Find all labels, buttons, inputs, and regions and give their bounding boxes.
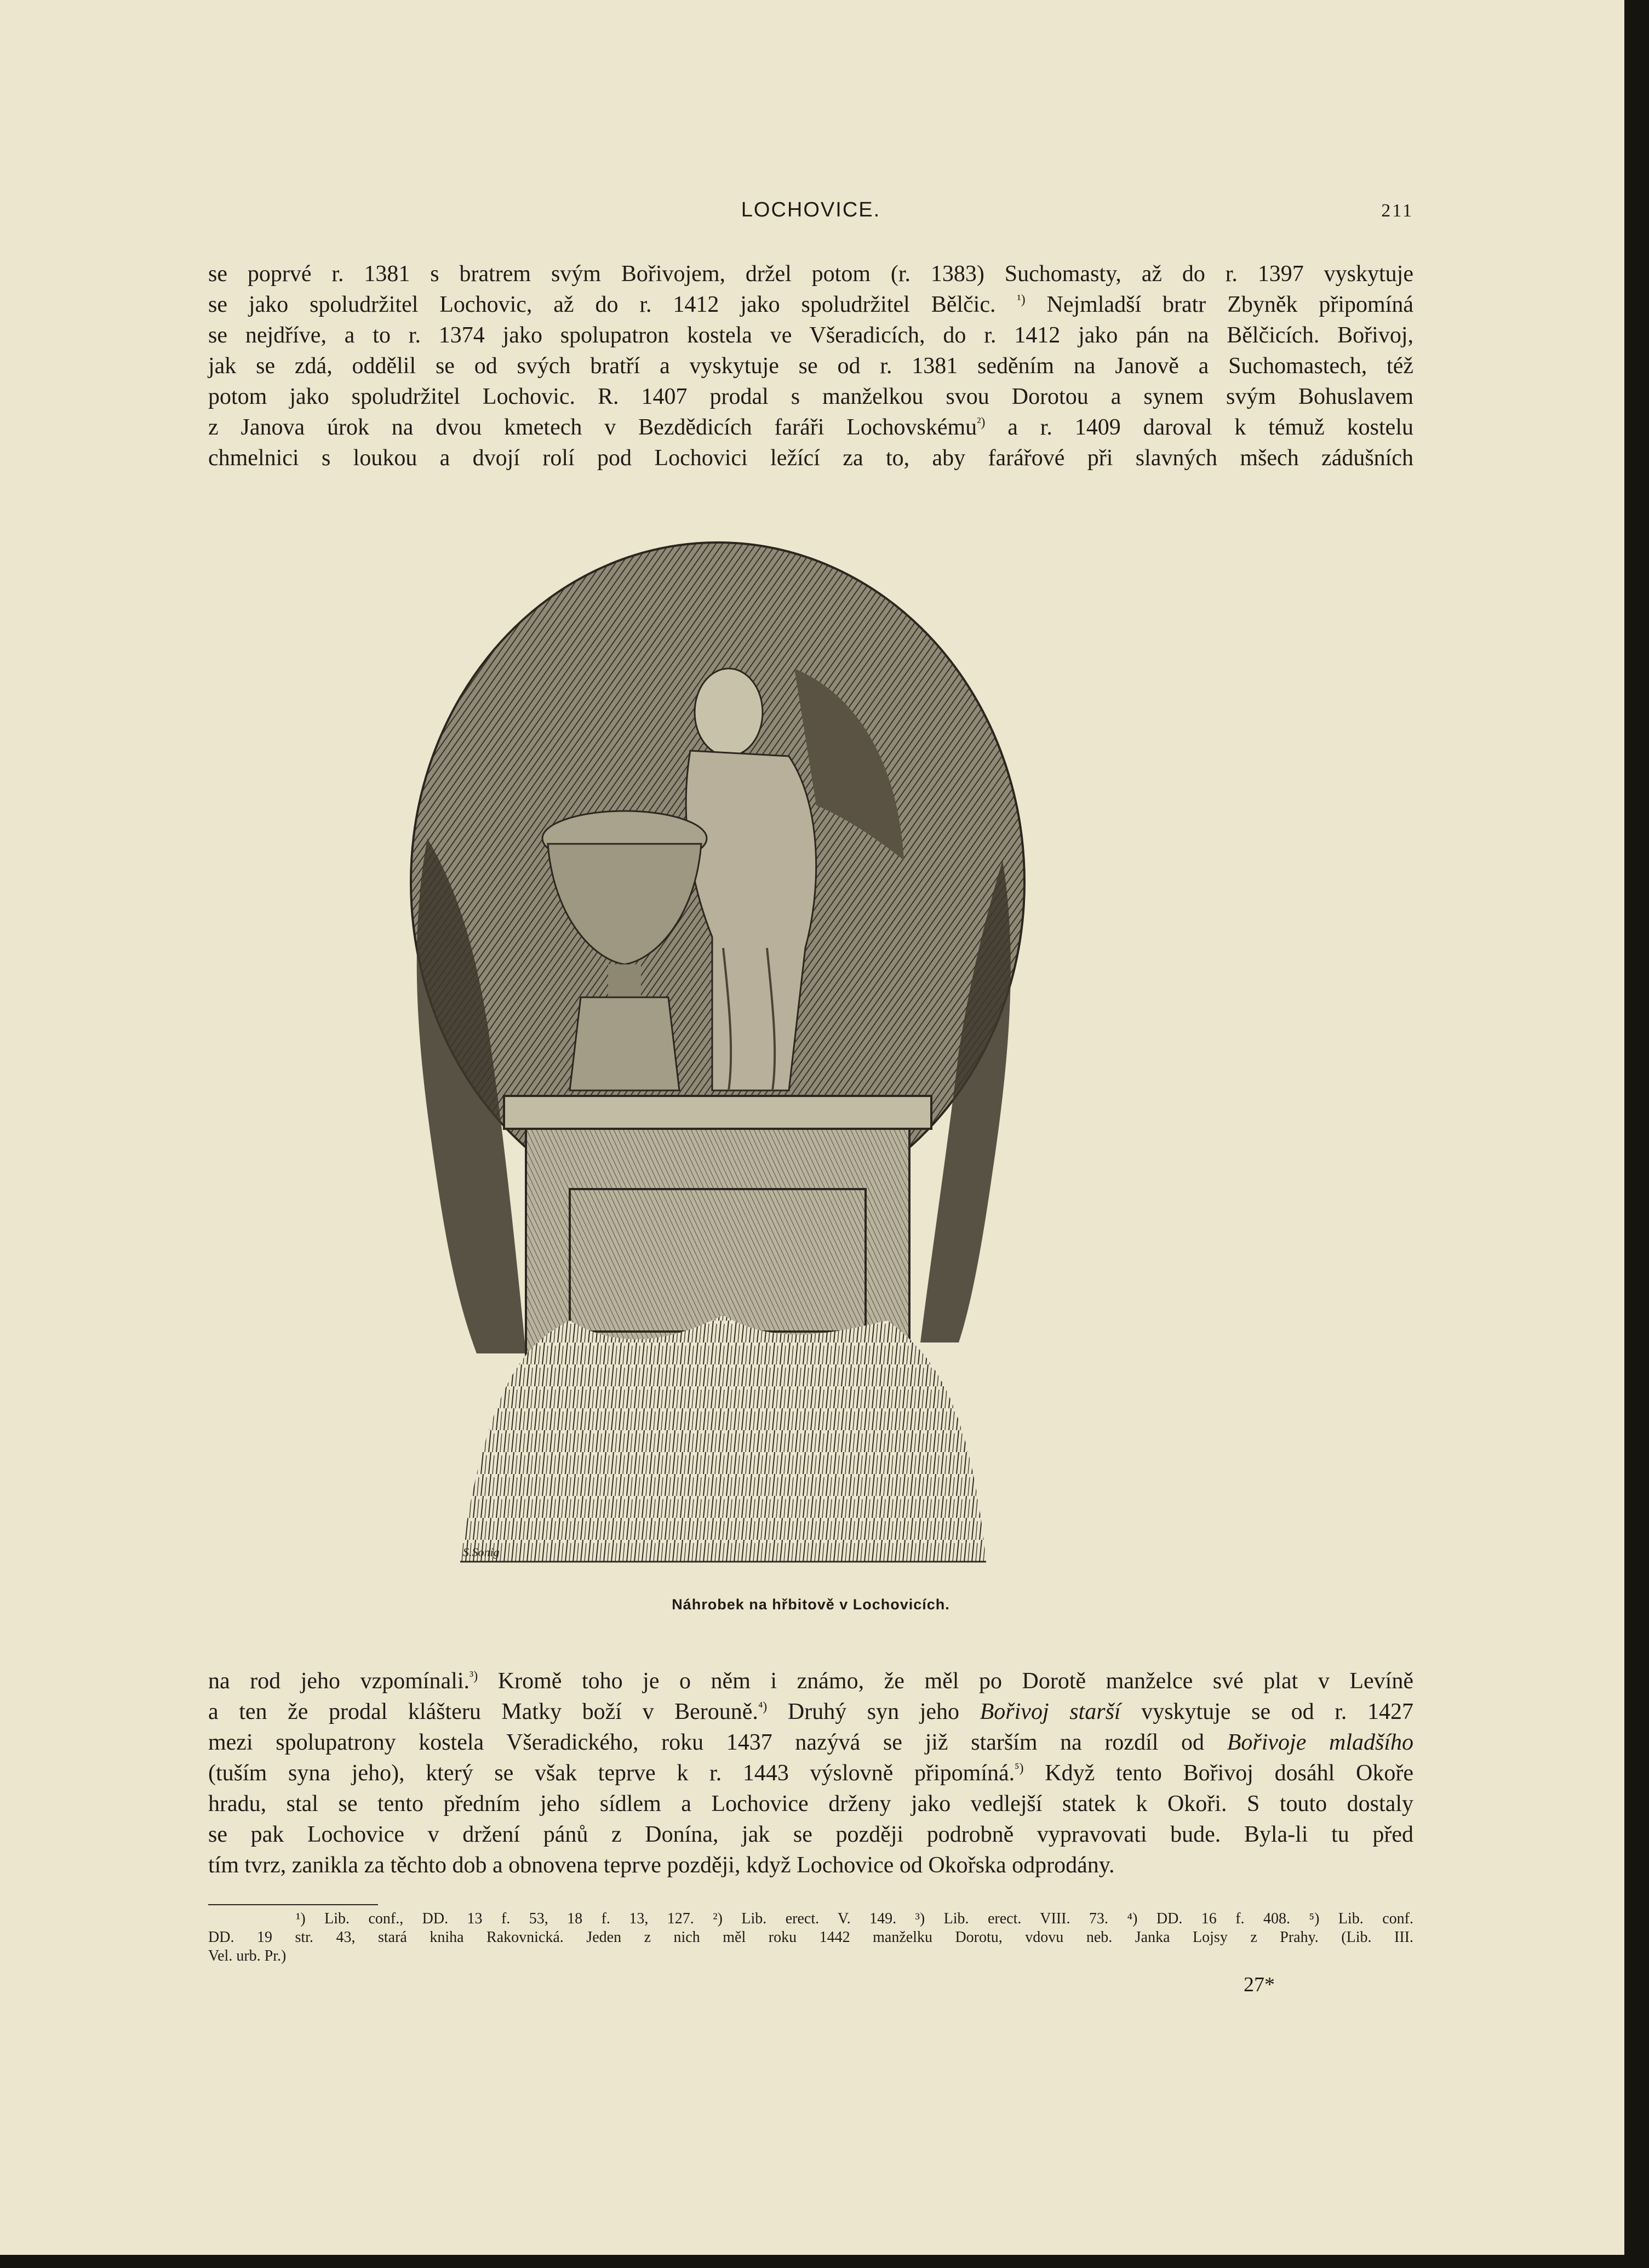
artist-signature: S.Sonig bbox=[463, 1545, 500, 1559]
text-line: hradu, stal se tento předním jeho sídlem a Lochovice drženy jako vedlejší statek k Okoři. S touto dostaly bbox=[208, 1791, 1413, 1816]
text-line: se jako spoludržitel Lochovic, až do r. 1412 jako spoludržitel Bělčic. $^{^1)}$ Nejmladší bratr Zbyněk připomíná bbox=[208, 292, 1414, 317]
text-line: (tuším syna jeho), který se však teprve k r. 1443 výslovně připomíná.$^{^5)}$ Když tento Bořivoj dosáhl Okoře bbox=[208, 1761, 1413, 1786]
footnote-line: ¹) Lib. conf., DD. 13 f. 53, 18 f. 13, 127. ²) Lib. erect. V. 149. ³) Lib. erect. VIII. 73. ⁴) DD. 16 f. 408. ⁵) Lib. conf. bbox=[296, 1910, 1413, 1927]
footnote-line: DD. 19 str. 43, stará kniha Rakovnická. Jeden z nich měl roku 1442 manželku Dorotu, vdovu neb. Janka Lojsy z Prahy. (Lib. III. bbox=[208, 1929, 1413, 1946]
text-line: na rod jeho vzpomínali.$^{^3)}$ Kromě toho je o něm i známo, že měl po Dorotě manželce své plat v Levíně bbox=[208, 1669, 1413, 1694]
page-number: 211 bbox=[1381, 201, 1413, 221]
paragraph-bottom bbox=[208, 1666, 1413, 1881]
page-header bbox=[208, 198, 1413, 231]
engraving-illustration bbox=[296, 532, 1156, 1584]
running-title: LOCHOVICE. bbox=[741, 198, 881, 221]
footnotes bbox=[208, 1910, 1413, 1966]
footnote-line: Vel. urb. Pr.) bbox=[208, 1947, 287, 1964]
text-line: se pak Lochovice v držení pánů z Donína, jak se později podrobně vypravovati bude. Byla-li tu před bbox=[208, 1822, 1413, 1847]
text-line: z Janova úrok na dvou kmetech v Bezdědicích faráři Lochovskému$^{^2)}$ a r. 1409 daroval k témuž kostelu bbox=[208, 415, 1413, 440]
text-line: se poprvé r. 1381 s bratrem svým Bořivojem, držel potom (r. 1383) Suchomasty, až do r. 1397 vyskytuje bbox=[208, 261, 1413, 287]
text-line: chmelnici s loukou a dvojí rolí pod Lochovici ležící za to, aby farářové při slavných mšech zádušních bbox=[208, 445, 1413, 471]
text-line: mezi spolupatrony kostela Všeradického, roku 1437 nazývá se již starším na rozdíl od Bořivoje mladšího bbox=[208, 1730, 1413, 1755]
footnote-rule bbox=[208, 1904, 378, 1905]
text-line: se nejdříve, a to r. 1374 jako spolupatron kostela ve Všeradicích, do r. 1412 jako pán na Bělčicích. Bořivoj, bbox=[208, 323, 1413, 348]
grass-foreground bbox=[460, 1315, 986, 1562]
text-line: a ten že prodal klášteru Matky boží v Berouně.$^{^4)}$ Druhý syn jeho Bořivoj starší vyskytuje se od r. 1427 bbox=[208, 1699, 1414, 1724]
figure-caption: Náhrobek na hřbitově v Lochovicích. bbox=[672, 1596, 950, 1613]
text-line: jak se zdá, oddělil se od svých bratří a vyskytuje se od r. 1381 seděním na Janově a Suchomastech, též bbox=[208, 353, 1413, 379]
text-line: potom jako spoludržitel Lochovic. R. 1407 prodal s manželkou svou Dorotou a synem svým Bohuslavem bbox=[208, 384, 1413, 409]
printer-signature-mark: 27* bbox=[1244, 1973, 1275, 1996]
paragraph-top bbox=[208, 259, 1413, 473]
text-line: tím tvrz, zanikla za těchto dob a obnovena teprve později, když Lochovice od Okořska odprodány. bbox=[208, 1853, 1115, 1878]
